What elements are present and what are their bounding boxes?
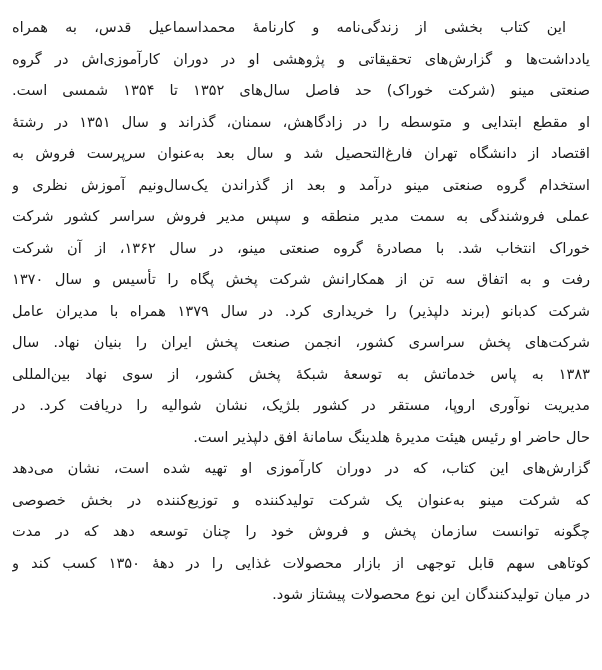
text-line: که شرکت مینو به‌عنوان یک شرکت تولیدکننده و توزیع‌کننده در بخش خصوصی (12, 491, 590, 509)
text-line: یادداشت‌ها و گزارش‌های تحقیقاتی و پژوهشی او در دوران کارآموزی‌اش در گروه (12, 50, 590, 68)
text-line: شرکت کدبانو (برند دلپذیر) را خریداری کرد. در سال ۱۳۷۹ همراه با مدیران عامل (12, 302, 590, 320)
paragraph-biography (12, 12, 590, 453)
text-line: چگونه توانست سازمان پخش و فروش خود را چنان توسعه دهد که در مدت (12, 523, 590, 540)
paragraph-reports (12, 453, 590, 611)
text-line: رفت و به اتفاق سه تن از همکارانش شرکت پخش پگاه را تأسیس و سال ۱۳۷۰ (12, 271, 590, 288)
text-line: عملی فروشندگی به سمت مدیر منطقه و سپس مدیر فروش سراسر کشور شرکت (12, 208, 590, 225)
text-line: او مقطع ابتدایی و متوسطه را در زادگاهش، سمنان، گذراند و سال ۱۳۵۱ در رشتهٔ (12, 113, 590, 131)
text-line: ۱۳۸۳ به پاس خدماتش به توسعهٔ شبکهٔ پخش کشور، از سوی نهاد بین‌المللی (12, 365, 590, 383)
text-line: گزارش‌های این کتاب، که در دوران کارآموزی او تهیه شده است، نشان می‌دهد (12, 460, 590, 477)
text-line: کوتاهی سهم قابل توجهی از بازار محصولات غذایی را در دههٔ ۱۳۵۰ کسب کند و (12, 554, 590, 572)
text-line: حال حاضر او رئیس هیئت مدیرهٔ هلدینگ سامانهٔ افق دلپذیر است. (193, 428, 590, 446)
text-line: خوراک انتخاب شد. با مصادرهٔ گروه صنعتی مینو، در سال ۱۳۶۲، از آن شرکت (12, 239, 590, 257)
text-line: اقتصاد از دانشگاه تهران فارغ‌التحصیل شد و سال بعد به‌عنوان سرپرست فروش به (12, 145, 590, 162)
text-line: این کتاب بخشی از زندگی‌نامه و کارنامهٔ محمداسماعیل قدس، به همراه (12, 19, 566, 36)
text-line: مدیریت نوآوری اروپا، مستقر در کشور بلژیک، نشان شوالیه را دریافت کرد. در (12, 397, 590, 414)
text-line: استخدام گروه صنعتی مینو درآمد و بعد از گذراندن یک‌سال‌ونیم آموزش نظری و (12, 176, 590, 194)
text-line: شرکت‌های پخش سراسری کشور، انجمن صنعت پخش ایران را بنیان نهاد. سال (12, 334, 590, 351)
text-line: صنعتی مینو (شرکت خوراک) حد فاصل سال‌های ۱۳۵۲ تا ۱۳۵۴ شمسی است. (12, 82, 590, 99)
text-line: در میان تولیدکنندگان این نوع محصولات پیشتاز شود. (272, 586, 590, 603)
